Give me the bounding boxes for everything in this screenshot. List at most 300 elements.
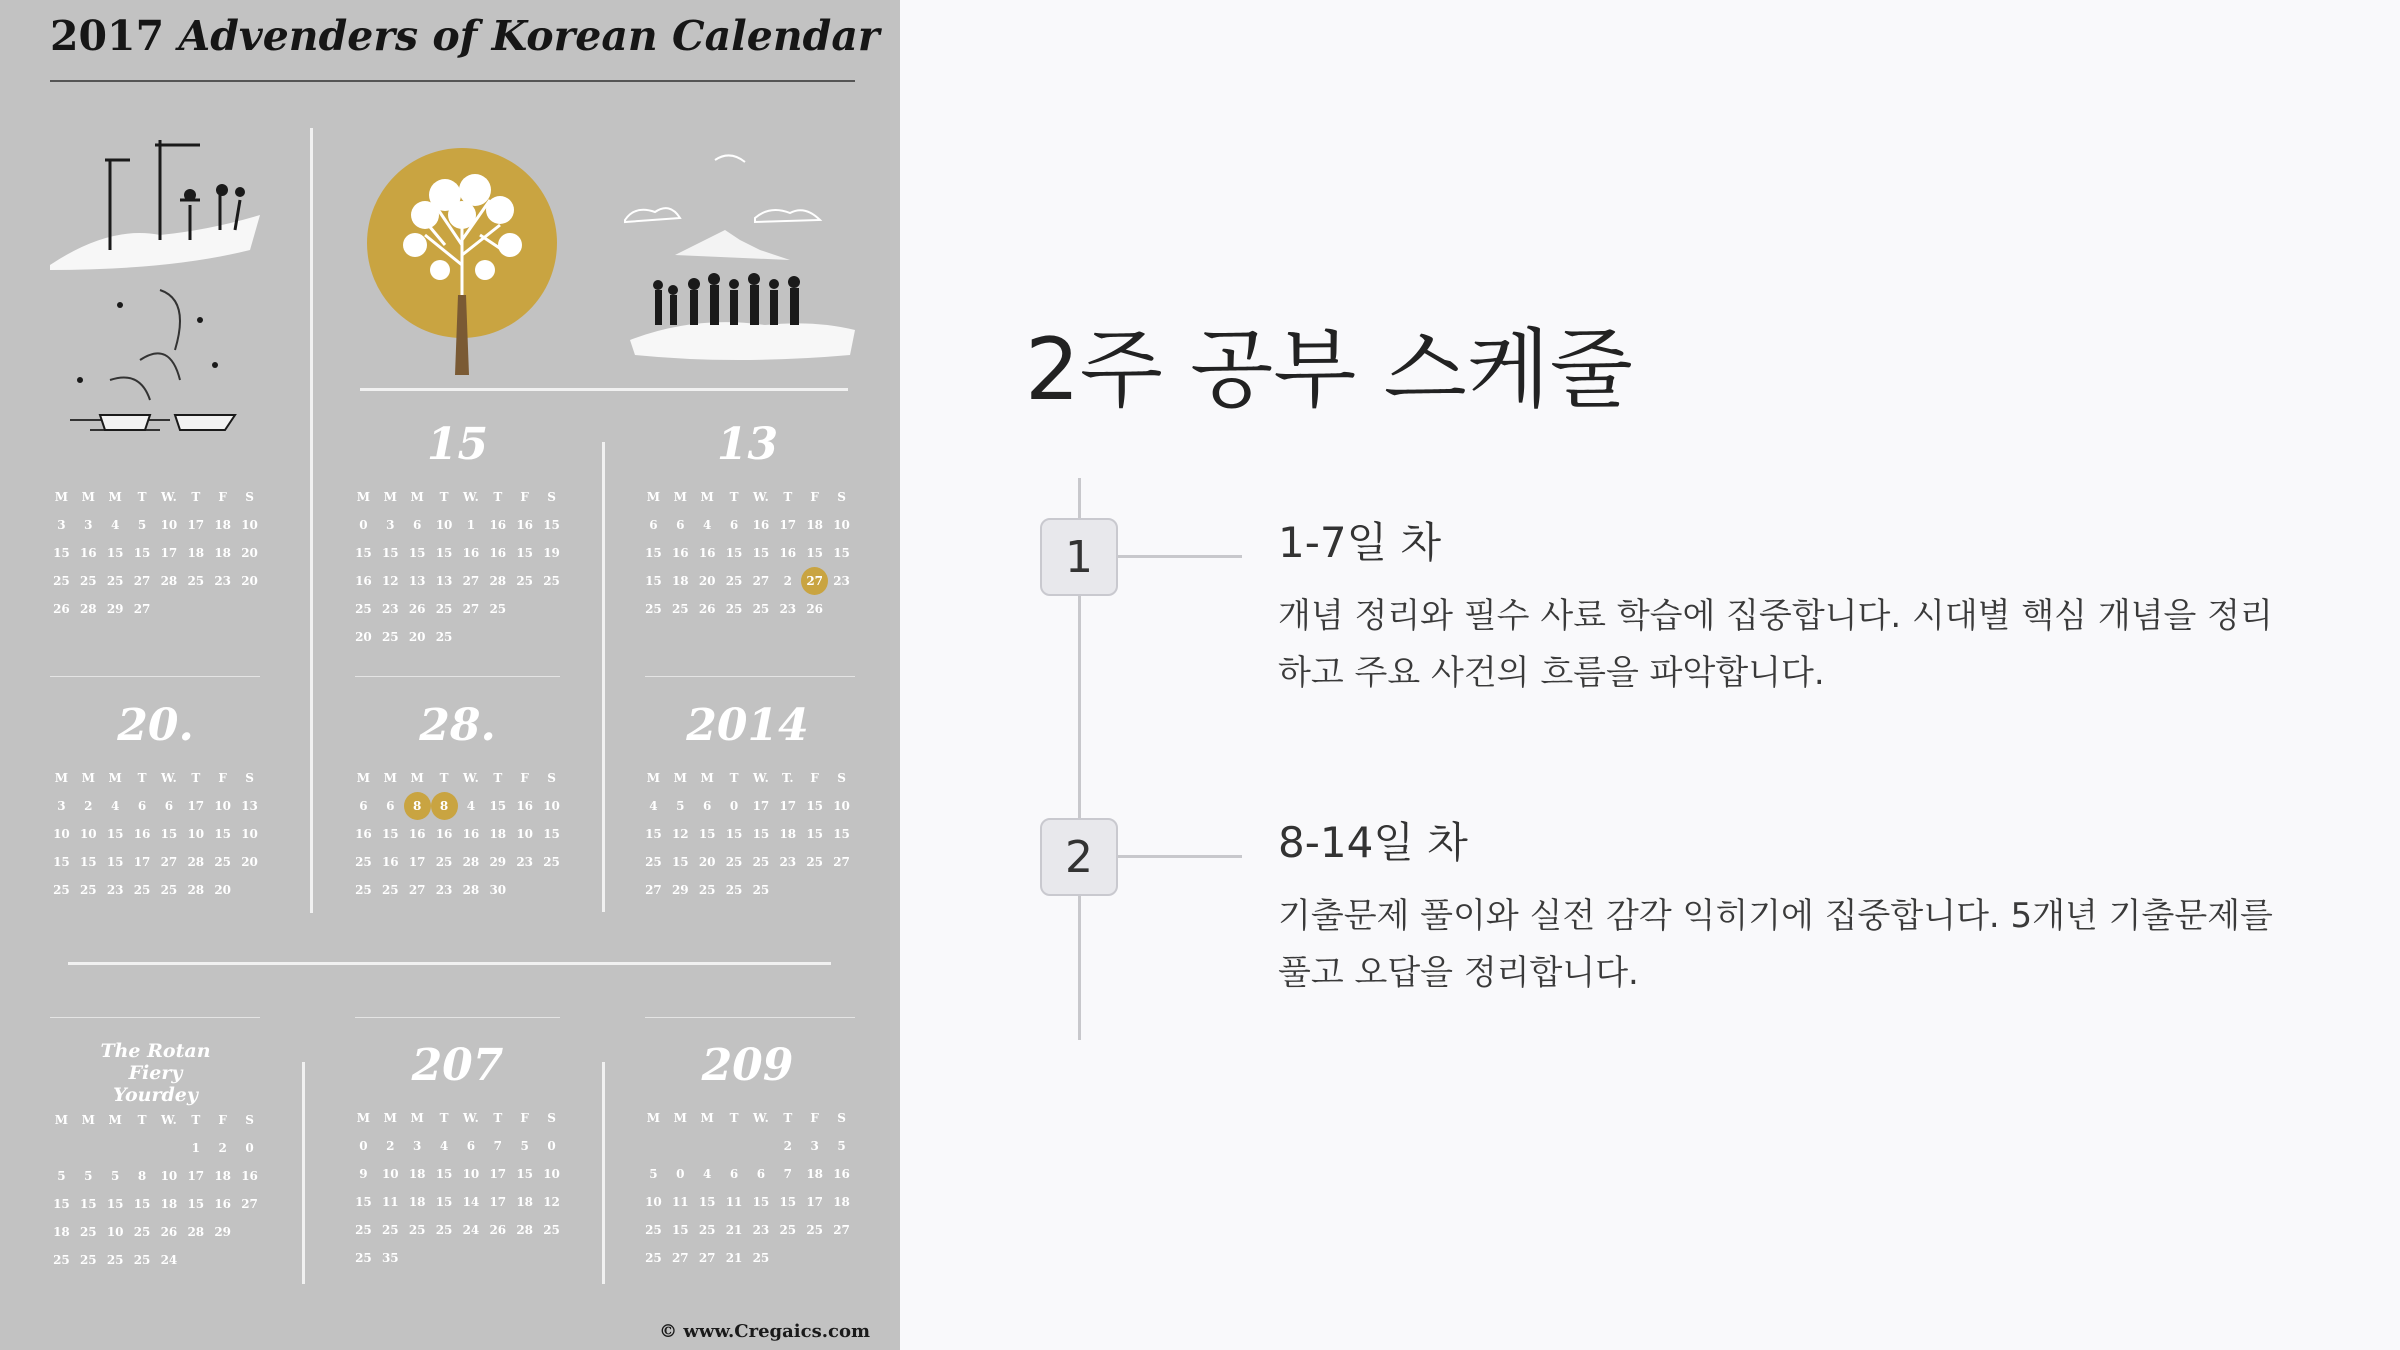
- section-divider: [360, 388, 848, 391]
- calendar-day: 26: [160, 1225, 178, 1239]
- calendar-day: [538, 1244, 565, 1272]
- calendar-day: 23: [381, 602, 399, 616]
- calendar-day: 5: [649, 1167, 658, 1181]
- calendar-day: 15: [53, 855, 70, 869]
- calendar-day: [538, 876, 565, 904]
- weekday: S: [245, 1113, 254, 1127]
- thin-divider: [50, 1017, 260, 1018]
- calendar-day: 5: [676, 799, 685, 813]
- step-description: 개념 정리와 필수 사료 학습에 집중합니다. 시대별 핵심 개념을 정리하고 주요 사건의 흐름을 파악합니다.: [1278, 596, 2273, 693]
- weekday: M: [54, 490, 69, 504]
- calendar-week-row: [640, 567, 855, 595]
- calendar-day: 28: [489, 574, 507, 588]
- calendar-day: 16: [79, 546, 97, 560]
- calendar-day: 15: [408, 546, 426, 560]
- calendar-day: 27: [160, 855, 178, 869]
- calendar-week-row: [48, 876, 263, 904]
- month-block: [640, 417, 855, 623]
- calendar-day: 2: [386, 1139, 395, 1153]
- column-divider: [302, 1062, 305, 1284]
- calendar-week-row: [350, 876, 565, 904]
- calendar-day: 10: [79, 827, 97, 841]
- calendar-day: [458, 623, 485, 651]
- calendar-day: 20: [241, 546, 258, 560]
- calendar-week-row: [48, 792, 263, 820]
- calendar-day: 25: [214, 855, 232, 869]
- thin-divider: [645, 1017, 855, 1018]
- calendar-day: [404, 1244, 431, 1272]
- weekday: S: [547, 771, 556, 785]
- calendar-day: 27: [833, 1223, 850, 1237]
- weekday: S: [547, 490, 556, 504]
- calendar-day: 6: [466, 1139, 476, 1153]
- weekday-header: [48, 1106, 263, 1134]
- section-divider: [68, 962, 831, 965]
- calendar-day: 0: [359, 1139, 368, 1153]
- calendar-day: 18: [214, 1169, 232, 1183]
- step-title: 1-7일 차: [1278, 518, 1442, 567]
- step-number-badge: 1: [1040, 518, 1118, 596]
- calendar-week-row: [350, 1244, 565, 1272]
- calendar-day: [484, 623, 511, 651]
- calendar-week-row: [48, 567, 263, 595]
- weekday: S: [245, 490, 254, 504]
- calendar-day: 25: [355, 602, 372, 616]
- calendar-day: 5: [520, 1139, 529, 1153]
- poster-title-text: Advenders of Korean Calendar: [178, 12, 880, 60]
- calendar-day: 15: [752, 546, 770, 560]
- weekday: M: [54, 1113, 69, 1127]
- day-grid: [48, 792, 263, 904]
- calendar-day: 6: [413, 518, 422, 532]
- day-grid: [640, 511, 855, 623]
- calendar-week-row: [48, 1246, 263, 1274]
- calendar-day: 16: [462, 827, 480, 841]
- calendar-day: 15: [106, 827, 124, 841]
- calendar-day: [209, 595, 236, 623]
- calendar-week-row: [640, 511, 855, 539]
- calendar-day: 18: [516, 1195, 534, 1209]
- calendar-day: 17: [160, 546, 178, 560]
- calendar-day: 25: [435, 855, 453, 869]
- weekday: M: [646, 490, 661, 504]
- calendar-day: 29: [671, 883, 689, 897]
- calendar-day: 15: [806, 546, 824, 560]
- weekday: M: [81, 771, 95, 785]
- calendar-day: 25: [355, 883, 372, 897]
- calendar-day: 10: [241, 518, 258, 532]
- day-grid: [48, 1134, 263, 1274]
- calendar-day: 10: [833, 799, 850, 813]
- calendar-week-row: [350, 567, 565, 595]
- weekday: F: [810, 1111, 819, 1125]
- calendar-day: 25: [698, 883, 716, 897]
- weekday: M: [108, 1113, 122, 1127]
- calendar-day: 10: [543, 799, 560, 813]
- weekday: M: [356, 1111, 371, 1125]
- calendar-day: 25: [435, 1223, 453, 1237]
- calendar-day: 15: [779, 1195, 797, 1209]
- calendar-day: 16: [408, 827, 426, 841]
- calendar-day: 15: [53, 1197, 70, 1211]
- calendar-day: 11: [725, 1195, 743, 1209]
- calendar-day: 10: [833, 518, 850, 532]
- weekday: T: [191, 771, 201, 785]
- calendar-week-row: [640, 539, 855, 567]
- calendar-day: 15: [833, 827, 850, 841]
- calendar-day: [828, 595, 855, 623]
- calendar-day: 28: [187, 883, 205, 897]
- calendar-day: 6: [359, 799, 368, 813]
- calendar-day: [511, 1244, 538, 1272]
- weekday: W.: [161, 1113, 177, 1127]
- calendar-day: 0: [245, 1141, 254, 1155]
- calendar-week-row: [350, 1160, 565, 1188]
- weekday-header: [640, 1104, 855, 1132]
- month-block: [48, 473, 263, 623]
- weekday: M: [81, 490, 95, 504]
- calendar-week-row: [350, 1132, 565, 1160]
- calendar-day: [182, 595, 209, 623]
- calendar-day: 16: [133, 827, 151, 841]
- calendar-day: 26: [698, 602, 716, 616]
- weekday: W.: [753, 1111, 769, 1125]
- calendar-week-row: [640, 876, 855, 904]
- calendar-day: 15: [79, 1197, 97, 1211]
- calendar-day: 19: [543, 546, 560, 560]
- calendar-day: 20: [214, 883, 232, 897]
- calendar-day: 25: [645, 1251, 662, 1265]
- calendar-day: 10: [160, 1169, 178, 1183]
- calendar-day: 6: [649, 518, 658, 532]
- calendar-day: 15: [645, 827, 662, 841]
- calendar-day: 15: [833, 546, 850, 560]
- calendar-day: 17: [779, 518, 797, 532]
- calendar-day: 10: [462, 1167, 480, 1181]
- calendar-day: [48, 1134, 75, 1162]
- month-label: 20.: [117, 700, 194, 751]
- calendar-day: [236, 595, 263, 623]
- calendar-day: 15: [381, 827, 399, 841]
- weekday: T: [493, 771, 503, 785]
- weekday: T: [493, 490, 503, 504]
- calendar-day: 15: [752, 827, 770, 841]
- calendar-day: 16: [671, 546, 689, 560]
- calendar-day: 15: [806, 827, 824, 841]
- month-label: The Rotan Fiery Yourdey: [100, 1040, 211, 1106]
- calendar-day: [774, 876, 801, 904]
- calendar-day: 27: [462, 574, 480, 588]
- calendar-day: 18: [833, 1195, 850, 1209]
- calendar-day: 16: [833, 1167, 850, 1181]
- calendar-day: 25: [355, 1251, 372, 1265]
- calendar-day: 27: [408, 883, 426, 897]
- calendar-day: 1: [191, 1141, 200, 1155]
- calendar-day: [511, 623, 538, 651]
- calendar-day: 29: [489, 855, 507, 869]
- month-block: [48, 698, 263, 904]
- calendar-day: [774, 1244, 801, 1272]
- calendar-day: 4: [703, 1167, 712, 1181]
- calendar-day: 3: [57, 799, 66, 813]
- calendar-day: 26: [806, 602, 824, 616]
- calendar-week-row: [350, 792, 565, 820]
- weekday: W.: [161, 771, 177, 785]
- calendar-day: 17: [187, 1169, 205, 1183]
- calendar-day: 15: [752, 1195, 770, 1209]
- calendar-day: 16: [435, 827, 453, 841]
- poster-title: [50, 12, 880, 60]
- calendar-day: 4: [703, 518, 712, 532]
- calendar-day: 17: [408, 855, 426, 869]
- calendar-day: 25: [489, 602, 507, 616]
- calendar-day: 16: [355, 827, 372, 841]
- calendar-day: 23: [833, 574, 850, 588]
- calendar-week-row: [350, 1216, 565, 1244]
- calendar-day: [511, 876, 538, 904]
- poster-credit: © www.Cregaics.com: [659, 1321, 870, 1342]
- calendar-week-row: [640, 1132, 855, 1160]
- weekday: M: [410, 1111, 424, 1125]
- calendar-day: 15: [160, 827, 178, 841]
- calendar-day: [640, 1132, 667, 1160]
- month-label: 207: [411, 1040, 504, 1091]
- weekday: S: [245, 771, 254, 785]
- calendar-day: 16: [355, 574, 372, 588]
- step-connector: [1118, 855, 1242, 858]
- calendar-day: [538, 595, 565, 623]
- calendar-day: 25: [806, 1223, 824, 1237]
- calendar-day: 27: [462, 602, 480, 616]
- calendar-day: 2: [84, 799, 93, 813]
- calendar-day: 25: [645, 602, 662, 616]
- calendar-day: 27: [645, 883, 662, 897]
- slide-title: 2주 공부 스케줄: [1025, 320, 1633, 420]
- weekday: S: [837, 490, 846, 504]
- column-divider: [310, 128, 313, 913]
- weekday: M: [383, 490, 397, 504]
- calendar-day: 15: [106, 1197, 124, 1211]
- month-label: 2014: [686, 700, 809, 751]
- calendar-week-row: [48, 1162, 263, 1190]
- calendar-day: 23: [752, 1223, 770, 1237]
- calendar-day: 5: [137, 518, 147, 532]
- calendar-day: 15: [516, 546, 534, 560]
- calendar-day: 2: [218, 1141, 227, 1155]
- calendar-day: 25: [408, 1223, 426, 1237]
- weekday: F: [520, 771, 529, 785]
- calendar-day: 15: [355, 546, 372, 560]
- calendar-day: [102, 1134, 129, 1162]
- calendar-day: 18: [160, 1197, 178, 1211]
- calendar-day: 27: [801, 567, 828, 595]
- calendar-day: 6: [729, 1167, 739, 1181]
- calendar-day: 15: [806, 799, 824, 813]
- calendar-day: 35: [381, 1251, 399, 1265]
- calendar-day: 8: [431, 792, 458, 820]
- weekday-header: [48, 483, 263, 511]
- weekday: T.: [782, 771, 794, 785]
- calendar-week-row: [350, 511, 565, 539]
- calendar-day: 25: [725, 602, 743, 616]
- calendar-day: 28: [187, 855, 205, 869]
- poster-title-year: 2017: [50, 12, 165, 60]
- calendar-day: 16: [752, 518, 770, 532]
- calendar-day: 12: [381, 574, 399, 588]
- calendar-day: 5: [111, 1169, 120, 1183]
- calendar-day: [828, 876, 855, 904]
- calendar-day: 26: [489, 1223, 507, 1237]
- calendar-day: 20: [241, 574, 258, 588]
- month-label: 13: [716, 419, 779, 470]
- calendar-day: 4: [439, 1139, 449, 1153]
- calendar-day: 27: [698, 1251, 716, 1265]
- calendar-day: 25: [725, 574, 743, 588]
- calendar-day: 4: [649, 799, 658, 813]
- calendar-day: [236, 876, 263, 904]
- weekday: M: [700, 771, 714, 785]
- calendar-day: [156, 595, 183, 623]
- calendar-day: 18: [408, 1195, 426, 1209]
- weekday: W.: [463, 1111, 479, 1125]
- calendar-day: 0: [547, 1139, 556, 1153]
- calendar-day: [458, 1244, 485, 1272]
- calendar-day: 10: [106, 1225, 124, 1239]
- weekday: F: [810, 771, 819, 785]
- day-grid: [640, 792, 855, 904]
- calendar-day: 23: [106, 883, 124, 897]
- calendar-day: [538, 623, 565, 651]
- calendar-day: 25: [355, 1223, 372, 1237]
- calendar-day: 17: [752, 799, 770, 813]
- calendar-day: 25: [543, 1223, 560, 1237]
- weekday: M: [673, 771, 687, 785]
- weekday: T: [439, 1111, 449, 1125]
- calendar-day: 0: [676, 1167, 685, 1181]
- calendar-day: 15: [435, 1167, 453, 1181]
- calendar-day: 15: [79, 855, 97, 869]
- calendar-day: 28: [462, 855, 480, 869]
- calendar-day: 25: [435, 602, 453, 616]
- calendar-week-row: [640, 1160, 855, 1188]
- month-block: [48, 1040, 263, 1274]
- weekday-header: [350, 483, 565, 511]
- calendar-day: 25: [53, 1253, 70, 1267]
- day-grid: [640, 1132, 855, 1272]
- calendar-day: 15: [516, 1167, 534, 1181]
- calendar-day: 3: [810, 1139, 819, 1153]
- calendar-week-row: [640, 1188, 855, 1216]
- calendar-day: 25: [381, 1223, 399, 1237]
- weekday: W.: [463, 771, 479, 785]
- calendar-day: 8: [137, 1169, 147, 1183]
- weekday-header: [640, 764, 855, 792]
- calendar-day: 15: [106, 546, 124, 560]
- calendar-day: 23: [435, 883, 453, 897]
- calendar-day: 20: [241, 855, 258, 869]
- calendar-day: 25: [106, 1253, 124, 1267]
- calendar-day: 0: [359, 518, 368, 532]
- calendar-day: 25: [752, 1251, 770, 1265]
- calendar-day: 25: [79, 883, 97, 897]
- calendar-week-row: [640, 1244, 855, 1272]
- calendar-week-row: [640, 792, 855, 820]
- calendar-day: 6: [729, 518, 739, 532]
- calendar-day: 25: [106, 574, 124, 588]
- calendar-day: 16: [381, 855, 399, 869]
- calendar-day: 10: [241, 827, 258, 841]
- weekday: S: [547, 1111, 556, 1125]
- weekday: M: [108, 490, 122, 504]
- calendar-day: 23: [214, 574, 232, 588]
- calendar-day: 6: [703, 799, 712, 813]
- calendar-day: 25: [133, 1225, 151, 1239]
- calendar-week-row: [350, 848, 565, 876]
- month-label: 209: [701, 1040, 794, 1091]
- weekday: T: [439, 771, 449, 785]
- calendar-week-row: [48, 1218, 263, 1246]
- calendar-day: 17: [489, 1167, 507, 1181]
- calendar-day: 15: [355, 1195, 372, 1209]
- calendar-day: 21: [725, 1251, 743, 1265]
- calendar-day: 17: [187, 799, 205, 813]
- calendar-day: 10: [187, 827, 205, 841]
- calendar-day: 25: [752, 602, 770, 616]
- thin-divider: [355, 1017, 560, 1018]
- weekday: S: [837, 771, 846, 785]
- calendar-day: 25: [160, 883, 178, 897]
- weekday: T: [729, 771, 739, 785]
- calendar-day: 15: [133, 546, 151, 560]
- weekday: T: [191, 490, 201, 504]
- day-grid: [48, 511, 263, 623]
- calendar-day: 2: [783, 574, 792, 588]
- calendar-day: [75, 1134, 102, 1162]
- calendar-day: 10: [53, 827, 70, 841]
- calendar-day: 25: [355, 855, 372, 869]
- weekday: M: [81, 1113, 95, 1127]
- calendar-day: 16: [489, 546, 507, 560]
- calendar-day: 28: [187, 1225, 205, 1239]
- calendar-day: 15: [435, 1195, 453, 1209]
- calendar-day: 9: [359, 1167, 368, 1181]
- calendar-day: 6: [676, 518, 685, 532]
- weekday: T: [439, 490, 449, 504]
- calendar-week-row: [48, 595, 263, 623]
- weekday: W.: [753, 771, 769, 785]
- calendar-day: 18: [806, 518, 824, 532]
- calendar-day: 4: [466, 799, 476, 813]
- month-block: [350, 417, 565, 651]
- calendar-day: 25: [752, 855, 770, 869]
- calendar-day: 18: [187, 546, 205, 560]
- weekday: W.: [463, 490, 479, 504]
- weekday: T: [729, 1111, 739, 1125]
- winter-scene-illustration: [50, 130, 265, 460]
- calendar-week-row: [350, 539, 565, 567]
- calendar-day: 15: [698, 827, 716, 841]
- calendar-day: 23: [779, 855, 797, 869]
- calendar-day: 25: [53, 883, 70, 897]
- calendar-day: 15: [725, 546, 743, 560]
- weekday: W.: [161, 490, 177, 504]
- calendar-day: 6: [386, 799, 395, 813]
- calendar-day: 27: [752, 574, 770, 588]
- calendar-week-row: [350, 623, 565, 651]
- day-grid: [350, 1132, 565, 1272]
- weekday: W.: [753, 490, 769, 504]
- calendar-day: 6: [137, 799, 147, 813]
